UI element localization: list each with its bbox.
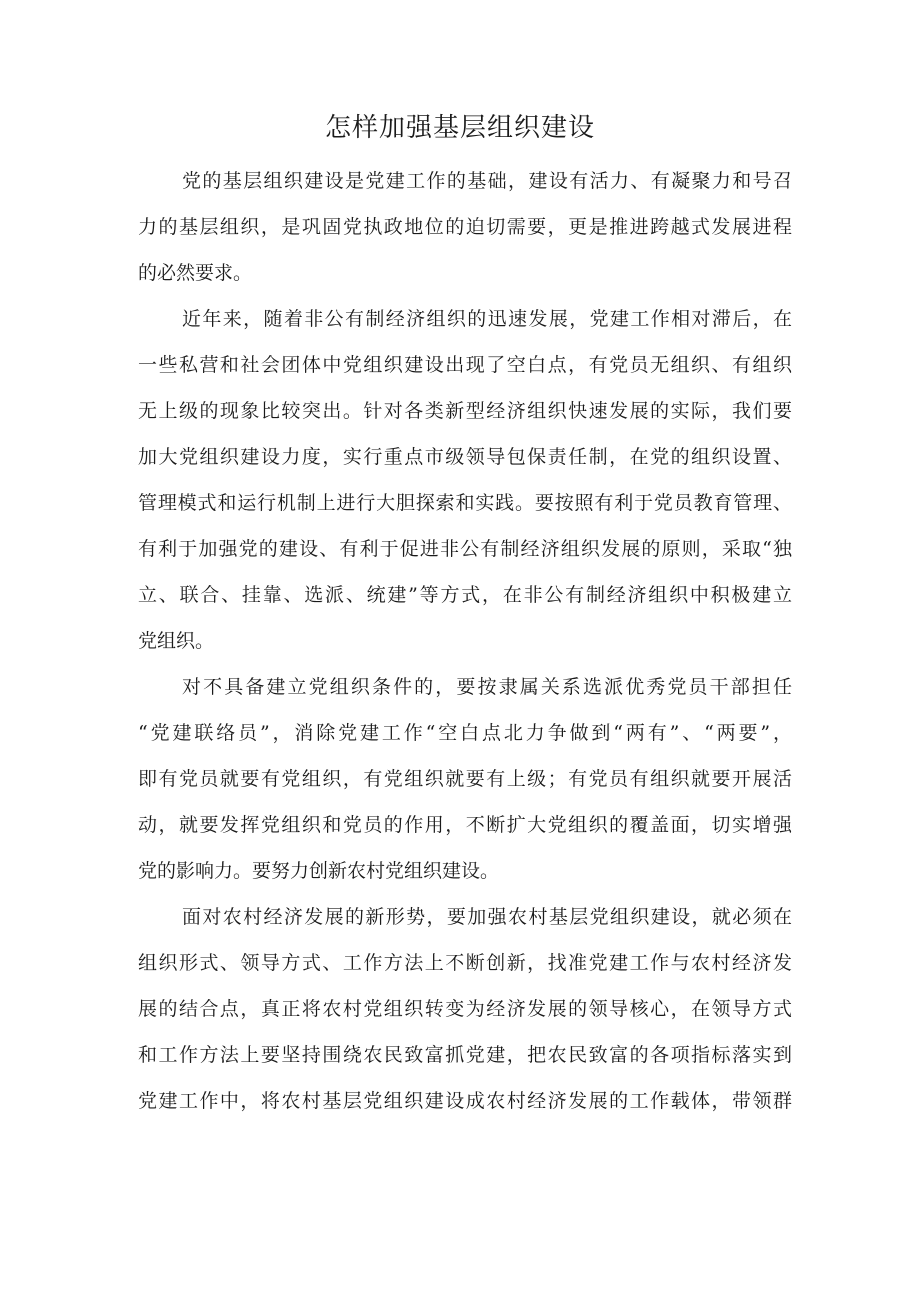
paragraph-line: 展的结合点，真正将农村党组织转变为经济发展的领导核心，在领导方式: [138, 998, 792, 1020]
paragraph-4: [138, 894, 792, 1124]
paragraph-line: 党的影响力。要努力创新农村党组织建设。: [138, 860, 500, 882]
paragraph-1: [138, 158, 792, 296]
paragraph-3: [138, 664, 792, 894]
paragraph-2: [138, 296, 792, 664]
paragraph-line: 和工作方法上要坚持围绕农民致富抓党建，把农民致富的各项指标落实到: [138, 1044, 792, 1066]
paragraph-line: 立、联合、挂靠、选派、统建”等方式，在非公有制经济组织中积极建立: [138, 584, 792, 606]
document-title: 怎样加强基层组织建设: [324, 113, 595, 143]
paragraph-line: 组织形式、领导方式、工作方法上不断创新，找准党建工作与农村经济发: [138, 952, 792, 974]
document-body: [138, 158, 792, 1124]
paragraph-line: 面对农村经济发展的新形势，要加强农村基层党组织建设，就必须在: [182, 906, 792, 928]
paragraph-line: 党建工作中，将农村基层党组织建设成农村经济发展的工作载体，带领群: [138, 1090, 792, 1112]
paragraph-line: 的必然要求。: [138, 262, 253, 284]
paragraph-line: 近年来，随着非公有制经济组织的迅速发展，党建工作相对滞后，在: [182, 308, 792, 330]
paragraph-line: 无上级的现象比较突出。针对各类新型经济组织快速发展的实际，我们要: [138, 400, 792, 422]
paragraph-line: 对不具备建立党组织条件的，要按隶属关系选派优秀党员干部担任: [182, 676, 792, 698]
paragraph-line: 党组织。: [138, 630, 215, 652]
paragraph-line: 一些私营和社会团体中党组织建设出现了空白点，有党员无组织、有组织: [138, 354, 792, 376]
paragraph-line: 力的基层组织，是巩固党执政地位的迫切需要，更是推进跨越式发展进程: [138, 216, 792, 238]
paragraph-line: “党建联络员”，消除党建工作“空白点北力争做到“两有”、“两要”，: [138, 722, 792, 744]
paragraph-line: 加大党组织建设力度，实行重点市级领导包保责任制，在党的组织设置、: [138, 446, 792, 468]
paragraph-line: 即有党员就要有党组织，有党组织就要有上级；有党员有组织就要开展活: [138, 768, 792, 790]
paragraph-line: 党的基层组织建设是党建工作的基础，建设有活力、有凝聚力和号召: [182, 170, 792, 192]
paragraph-line: 动，就要发挥党组织和党员的作用，不断扩大党组织的覆盖面，切实增强: [138, 814, 792, 836]
paragraph-line: 管理模式和运行机制上进行大胆探索和实践。要按照有利于党员教育管理、: [138, 492, 792, 514]
paragraph-line: 有利于加强党的建设、有利于促进非公有制经济组织发展的原则，采取“独: [138, 538, 792, 560]
